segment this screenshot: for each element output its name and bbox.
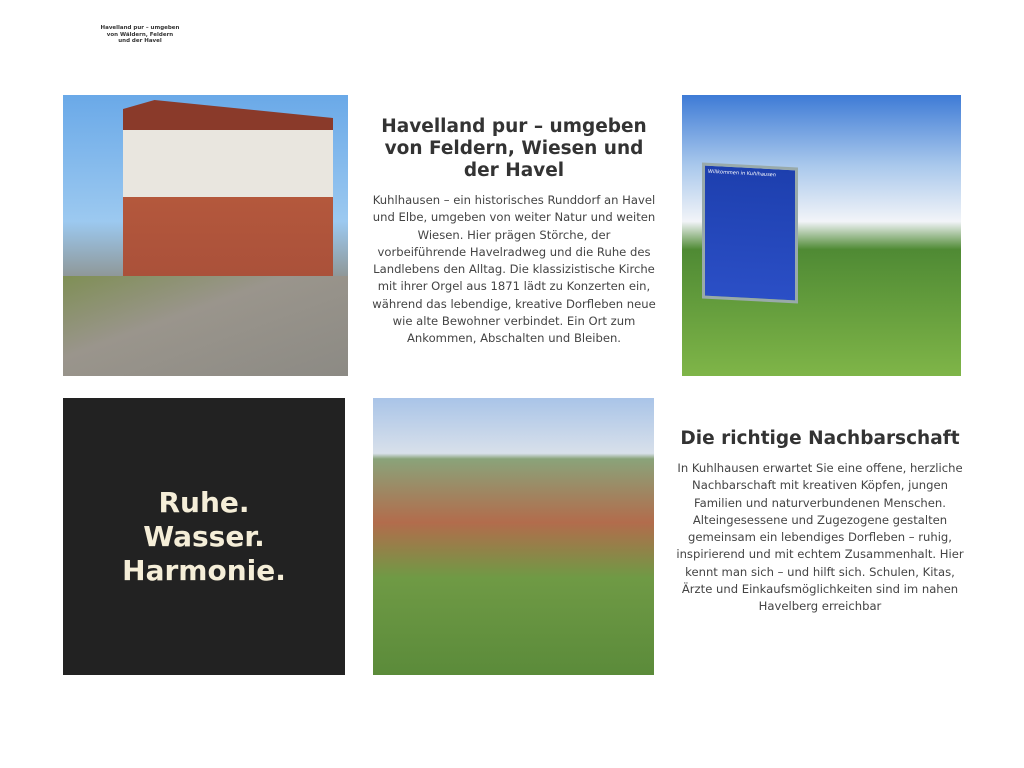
motto-line: Ruhe. — [158, 485, 250, 519]
motto-text — [122, 486, 286, 588]
intro-text: Kuhlhausen – ein historisches Runddorf an Havel und Elbe, umgeben von weiter Natur und weiten Wiesen. Hier prägen Störche, der vorbeiführende Havelradweg und die Ruhe des Landlebens den Alltag. Die klassizistische Kirche mit ihrer Orgel aus 1871 lädt zu Konzerten ein, während das lebendige, kreative Dorfleben neue wie alte Bewohner verbindet. Ein Ort zum Ankommen, Abschalten und Bleiben. — [372, 193, 656, 346]
photo-village-house — [63, 95, 348, 376]
signboard-text: Willkommen in Kuhlhausen — [708, 168, 776, 179]
welcome-signboard — [702, 162, 798, 303]
motto-line: Harmonie. — [122, 553, 286, 587]
motto-line: Wasser. — [143, 519, 265, 553]
house-shape — [123, 125, 333, 285]
motto-panel — [63, 398, 345, 675]
intro-title: Havelland pur – umgeben von Feldern, Wiesen und der Havel — [381, 116, 647, 181]
page-caption: Havelland pur – umgeben von Wäldern, Feldern und der Havel — [100, 25, 180, 44]
intro-section — [372, 116, 656, 348]
neighborhood-text: In Kuhlhausen erwartet Sie eine offene, herzliche Nachbarschaft mit kreativen Köpfen, jungen Familien und naturverbundenen Menschen. Alteingesessene und Zugezogene gestalten gemeinsam ein lebendiges Dorfleben – ruhig, inspirierend und mit echtem Zusammenhalt. Hier kennt man sich – und hilft sich. Schulen, Kitas, Ärzte und Einkaufsmöglichkeiten sind im nahen Havelberg erreichbar — [676, 461, 964, 614]
neighborhood-section — [676, 428, 964, 616]
cobblestone-path — [63, 276, 348, 376]
roof-shape — [123, 100, 333, 130]
photo-aerial-village — [373, 398, 654, 675]
photo-welcome-sign — [682, 95, 961, 376]
neighborhood-title: Die richtige Nachbarschaft — [680, 428, 960, 449]
